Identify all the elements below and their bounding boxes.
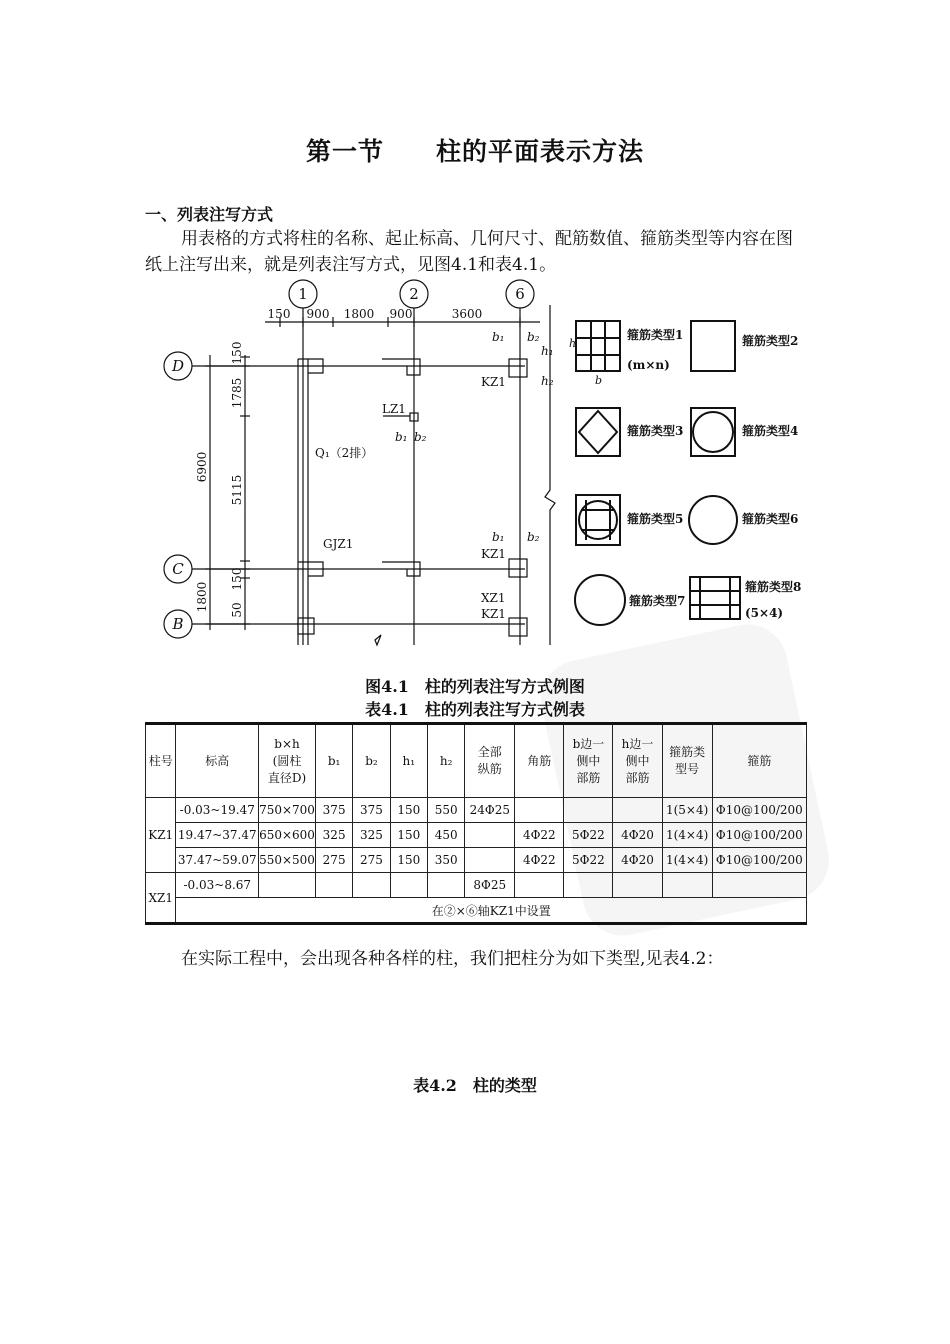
paragraph-2: 在实际工程中，会出现各种各样的柱，我们把柱分为如下类型,见表4.2： (181, 949, 724, 969)
table-cell (465, 823, 515, 848)
label-h1-top: h₁ (541, 344, 554, 358)
stirrup-type-2: 箍筋类型2 (742, 334, 799, 348)
dim-left-50: 50 (230, 602, 244, 618)
table-header-cell: 柱号 (146, 724, 176, 798)
table-row (146, 798, 807, 823)
stirrup-type-7: 箍筋类型7 (629, 594, 686, 608)
label-gjz1: GJZ1 (323, 537, 354, 551)
section-heading: 一、列表注写方式 (145, 205, 274, 224)
table-cell: Φ10@100/200 (712, 798, 806, 823)
stirrup-type-6: 箍筋类型6 (742, 512, 799, 526)
dim-left-6900: 6900 (195, 451, 209, 483)
axis-label-C: C (172, 560, 184, 578)
table-cell: 1(4×4) (662, 848, 712, 873)
table-cell: 19.47~37.47 (176, 823, 259, 848)
dim-left-1800: 1800 (195, 581, 209, 613)
axis-label-6: 6 (515, 285, 525, 303)
xz1-note: 在②×⑥轴KZ1中设置 (176, 898, 807, 924)
table-cell: 750×700 (259, 798, 316, 823)
table-cell: Φ10@100/200 (712, 823, 806, 848)
label-lz1: LZ1 (382, 402, 406, 416)
label-b2-mid: b₂ (527, 530, 540, 544)
table-header-cell: 全部 纵筋 (465, 724, 515, 798)
table-cell (564, 798, 613, 823)
column-id-kz1: KZ1 (146, 798, 176, 873)
table-cell: 275 (315, 848, 352, 873)
table-header-cell: b₂ (353, 724, 390, 798)
table-cell: 550 (427, 798, 464, 823)
table-cell (712, 873, 806, 898)
table-cell (613, 873, 662, 898)
table-cell: 350 (427, 848, 464, 873)
table-cell (465, 848, 515, 873)
stirrup-type-1: 箍筋类型1 (627, 328, 684, 342)
figure-caption: 图4.1 柱的列表注写方式例图 (365, 677, 585, 696)
table-header-cell: h₁ (390, 724, 427, 798)
axis-label-2: 2 (409, 285, 419, 303)
stirrup-type-8-note: (5×4) (745, 606, 784, 620)
stirrup-b-label: b (595, 374, 603, 387)
table-header-cell: b×h (圆柱 直径D) (259, 724, 316, 798)
table-cell: Φ10@100/200 (712, 848, 806, 873)
intro-paragraph: 用表格的方式将柱的名称、起止标高、几何尺寸、配筋数值、箍筋类型等内容在图纸上注写出来，就是列表注写方式，见图4.1和表4.1。 (145, 229, 793, 275)
table-cell: 375 (315, 798, 352, 823)
axis-label-B: B (172, 615, 184, 633)
table-row (146, 823, 807, 848)
stirrup-type-5: 箍筋类型5 (627, 512, 684, 526)
table-4-1 (145, 722, 807, 925)
table-cell: 4Φ22 (515, 823, 564, 848)
dim-1800: 1800 (343, 307, 375, 321)
label-b1-mid: b₁ (492, 530, 505, 544)
table-cell: 325 (315, 823, 352, 848)
table-cell (427, 873, 464, 898)
table-cell: 150 (390, 848, 427, 873)
table-cell (259, 873, 316, 898)
label-h2-top: h₂ (541, 374, 554, 388)
table-cell (515, 873, 564, 898)
axis-label-1: 1 (298, 285, 308, 303)
table-cell (315, 873, 352, 898)
label-b1-top: b₁ (492, 330, 505, 344)
axis-label-D: D (171, 357, 185, 375)
label-b1-lz1: b₁ (395, 430, 408, 444)
stirrup-type-3: 箍筋类型3 (627, 424, 684, 438)
table-cell: 375 (353, 798, 390, 823)
dim-3600: 3600 (451, 307, 483, 321)
table-cell: 150 (390, 798, 427, 823)
dim-left-1785: 1785 (230, 377, 244, 409)
dim-900a: 900 (306, 307, 330, 321)
table-header-cell: b边一 侧中 部筋 (564, 724, 613, 798)
column-id-xz1: XZ1 (146, 873, 176, 924)
dim-left-5115: 5115 (230, 474, 244, 506)
stirrup-type-4: 箍筋类型4 (742, 424, 799, 438)
stirrup-type-8: 箍筋类型8 (745, 580, 802, 594)
label-kz1-top: KZ1 (481, 375, 506, 389)
table-header-cell: h₂ (427, 724, 464, 798)
table-cell: 450 (427, 823, 464, 848)
table-cell: 4Φ20 (613, 848, 662, 873)
table-cell: 325 (353, 823, 390, 848)
page-title: 第一节 柱的平面表示方法 (305, 137, 644, 166)
table-header-cell: b₁ (315, 724, 352, 798)
table-4-2-caption: 表4.2 柱的类型 (413, 1076, 537, 1095)
dim-900b: 900 (389, 307, 413, 321)
table-4-1-caption: 表4.1 柱的列表注写方式例表 (365, 700, 585, 719)
dim-150: 150 (267, 307, 291, 321)
dim-left-150a: 150 (230, 341, 244, 365)
label-kz1-mid: KZ1 (481, 547, 506, 561)
table-cell: 275 (353, 848, 390, 873)
dim-left-150b: 150 (230, 567, 244, 591)
table-cell (564, 873, 613, 898)
stirrup-type-1-note: (m×n) (627, 358, 670, 372)
table-cell (390, 873, 427, 898)
table-cell: 1(5×4) (662, 798, 712, 823)
table-cell: 5Φ22 (564, 848, 613, 873)
table-header-cell: 标高 (176, 724, 259, 798)
table-cell: 4Φ20 (613, 823, 662, 848)
table-cell (613, 798, 662, 823)
table-header-cell: 角筋 (515, 724, 564, 798)
table-header-cell: 箍筋 (712, 724, 806, 798)
table-cell: 37.47~59.07 (176, 848, 259, 873)
table-cell: -0.03~8.67 (176, 873, 259, 898)
table-cell (515, 798, 564, 823)
table-cell: 1(4×4) (662, 823, 712, 848)
table-cell: 650×600 (259, 823, 316, 848)
table-row (146, 873, 807, 898)
table-cell: 150 (390, 823, 427, 848)
table-cell: 4Φ22 (515, 848, 564, 873)
table-cell: 8Φ25 (465, 873, 515, 898)
table-cell: 550×500 (259, 848, 316, 873)
label-xz1: XZ1 (481, 591, 506, 605)
table-cell (353, 873, 390, 898)
label-b2-lz1: b₂ (414, 430, 427, 444)
table-cell (662, 873, 712, 898)
label-kz1-bot: KZ1 (481, 607, 506, 621)
table-cell: 24Φ25 (465, 798, 515, 823)
table-cell: -0.03~19.47 (176, 798, 259, 823)
stirrup-h-label: h (569, 337, 577, 350)
table-row (146, 898, 807, 924)
figure-4-1 (145, 275, 807, 670)
table-row (146, 848, 807, 873)
table-header-cell: h边一 侧中 部筋 (613, 724, 662, 798)
table-cell: 5Φ22 (564, 823, 613, 848)
table-header-cell: 箍筋类 型号 (662, 724, 712, 798)
label-b2-top: b₂ (527, 330, 540, 344)
label-q1: Q₁（2排） (315, 446, 374, 460)
